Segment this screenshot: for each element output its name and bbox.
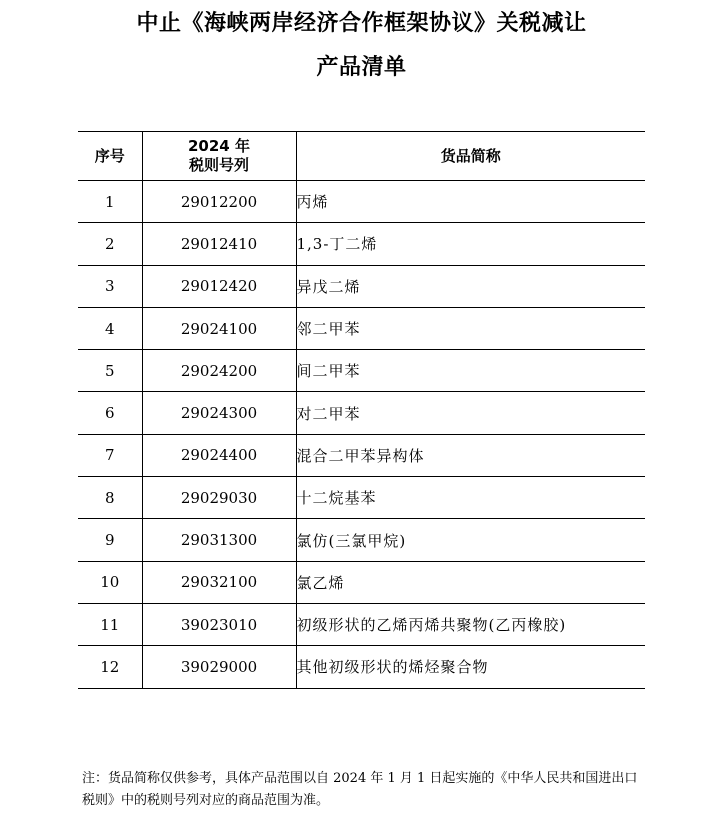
row-product-name: 间二甲苯: [296, 350, 645, 392]
row-product-name: 丙烯: [296, 181, 645, 223]
document-subtitle: 产品清单: [316, 55, 407, 80]
row-tariff-code: 29024100: [142, 307, 296, 349]
row-product-name: 初级形状的乙烯丙烯共聚物(乙丙橡胶): [296, 603, 645, 645]
table-row: [78, 223, 645, 265]
table-row: [78, 307, 645, 349]
row-tariff-code: 29024400: [142, 434, 296, 476]
row-seq: 3: [78, 265, 142, 307]
table-row: [78, 519, 645, 561]
row-product-name: 对二甲苯: [296, 392, 645, 434]
row-tariff-code: 29032100: [142, 561, 296, 603]
row-product-name: 邻二甲苯: [296, 307, 645, 349]
row-product-name: 氯乙烯: [296, 561, 645, 603]
header-tariff-code: [142, 132, 296, 181]
row-tariff-code: 39029000: [142, 646, 296, 688]
table-row: [78, 392, 645, 434]
row-seq: 8: [78, 477, 142, 519]
row-seq: 11: [78, 603, 142, 645]
table-header-row: [78, 132, 645, 181]
header-tariff-code-label: 税则号列: [188, 156, 249, 174]
row-tariff-code: 29024200: [142, 350, 296, 392]
row-seq: 6: [78, 392, 142, 434]
header-seq: 序号: [78, 132, 142, 181]
table-row: [78, 561, 645, 603]
row-seq: 5: [78, 350, 142, 392]
table-row: [78, 434, 645, 476]
row-tariff-code: 29012420: [142, 265, 296, 307]
row-seq: 2: [78, 223, 142, 265]
row-seq: 4: [78, 307, 142, 349]
table-row: [78, 603, 645, 645]
table-row: [78, 477, 645, 519]
table-row: [78, 350, 645, 392]
row-tariff-code: 29031300: [142, 519, 296, 561]
row-tariff-code: 29012410: [142, 223, 296, 265]
row-product-name: 十二烷基苯: [296, 477, 645, 519]
document-title: 中止《海峡两岸经济合作框架协议》关税减让: [136, 11, 587, 36]
product-list-table: [78, 131, 645, 689]
row-seq: 7: [78, 434, 142, 476]
table-row: [78, 265, 645, 307]
row-seq: 1: [78, 181, 142, 223]
row-product-name: 混合二甲苯异构体: [296, 434, 645, 476]
row-product-name: 氯仿(三氯甲烷): [296, 519, 645, 561]
row-product-name: 异戊二烯: [296, 265, 645, 307]
table-row: [78, 646, 645, 688]
footnote: 注：货品简称仅供参考，具体产品范围以自 2024 年 1 月 1 日起实施的《中华人民共和国进出口税则》中的税则号列对应的商品范围为准。: [82, 771, 638, 808]
row-tariff-code: 29012200: [142, 181, 296, 223]
row-seq: 9: [78, 519, 142, 561]
row-seq: 10: [78, 561, 142, 603]
table-row: [78, 181, 645, 223]
row-product-name: 1,3-丁二烯: [296, 223, 645, 265]
row-tariff-code: 29029030: [142, 477, 296, 519]
row-seq: 12: [78, 646, 142, 688]
row-tariff-code: 39023010: [142, 603, 296, 645]
header-tariff-code-year: 2024 年: [188, 137, 250, 155]
row-tariff-code: 29024300: [142, 392, 296, 434]
header-product-name: 货品简称: [296, 132, 645, 181]
row-product-name: 其他初级形状的烯烃聚合物: [296, 646, 645, 688]
